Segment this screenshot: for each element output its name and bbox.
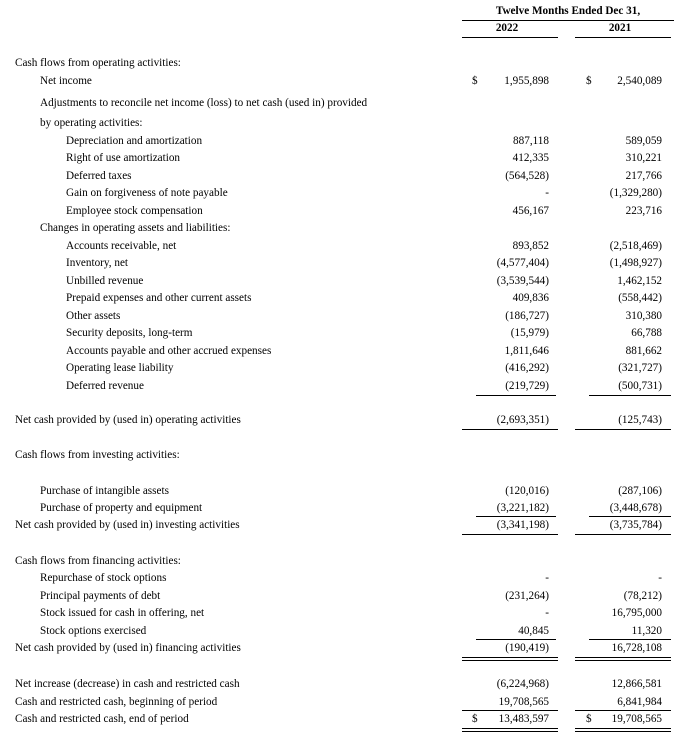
- value-2022: (120,016): [505, 485, 549, 497]
- value-2022: (219,729): [505, 380, 549, 392]
- table-row: [0, 255, 677, 272]
- value-2021: 12,866,581: [611, 678, 662, 690]
- table-row: [0, 500, 677, 517]
- period-header: Twelve Months Ended Dec 31,: [495, 5, 641, 17]
- year-rule-2021: [575, 37, 671, 38]
- table-row: [0, 676, 677, 693]
- value-2022: (3,221,182): [496, 502, 549, 514]
- value-2022: 456,167: [512, 205, 549, 217]
- value-2022: -: [545, 572, 549, 584]
- row-label: Accounts payable and other accrued expenses: [66, 345, 272, 357]
- row-label: Principal payments of debt: [40, 590, 161, 602]
- value-2021: 223,716: [625, 205, 662, 217]
- value-2022: (231,264): [505, 590, 549, 602]
- table-row: [0, 308, 677, 325]
- row-label: Other assets: [66, 310, 121, 322]
- table-row: [0, 203, 677, 220]
- changes-heading: Changes in operating assets and liabilities:: [40, 222, 231, 234]
- table-row: [0, 378, 677, 395]
- dollar-sign: $: [472, 713, 478, 725]
- subtotal-rule: [589, 395, 671, 396]
- total-row-investing: [0, 517, 677, 534]
- dollar-sign: $: [586, 713, 592, 725]
- table-row: [0, 588, 677, 605]
- adjustments-heading-line1: Adjustments to reconcile net income (loss) to net cash (used in) provided: [40, 97, 368, 109]
- value-2021: 217,766: [625, 170, 662, 182]
- double-rule: [575, 728, 671, 732]
- value-2022: 893,852: [512, 240, 549, 252]
- row-label: Net cash provided by (used in) financing activities: [15, 642, 241, 654]
- total-rule: [575, 429, 671, 430]
- double-rule: [462, 657, 558, 661]
- table-row: [0, 605, 677, 622]
- value-2021: (78,212): [623, 590, 662, 602]
- value-2022: 13,483,597: [498, 713, 549, 725]
- year-rule-2022: [462, 37, 558, 38]
- value-2022: (190,419): [505, 642, 549, 654]
- table-row: [0, 623, 677, 640]
- value-2021: (287,106): [618, 485, 662, 497]
- row-label: Operating lease liability: [66, 362, 174, 374]
- value-2022: -: [545, 607, 549, 619]
- row-label: Repurchase of stock options: [40, 572, 167, 584]
- total-rule: [462, 429, 558, 430]
- value-2021: (558,442): [618, 292, 662, 304]
- value-2021: (500,731): [618, 380, 662, 392]
- value-2021: 16,795,000: [611, 607, 662, 619]
- value-2022: 40,845: [518, 625, 549, 637]
- value-2021: (321,727): [618, 362, 662, 374]
- value-2022: -: [545, 187, 549, 199]
- value-2021: (3,735,784): [609, 519, 662, 531]
- double-rule: [462, 728, 558, 732]
- value-2021: 589,059: [625, 135, 662, 147]
- row-label: Right of use amortization: [66, 152, 181, 164]
- table-row: [0, 360, 677, 377]
- value-2021: (1,498,927): [609, 257, 662, 269]
- value-2021: 1,462,152: [617, 275, 662, 287]
- adjustments-heading-line2: by operating activities:: [40, 117, 143, 129]
- value-2022: 887,118: [513, 135, 549, 147]
- table-row: [0, 343, 677, 360]
- row-label: Accounts receivable, net: [66, 240, 177, 252]
- row-label: Net cash provided by (used in) investing activities: [15, 519, 240, 531]
- row-label: Depreciation and amortization: [66, 135, 203, 147]
- row-label: Gain on forgiveness of note payable: [66, 187, 228, 199]
- total-row-financing: [0, 640, 677, 657]
- total-row-operating: [0, 412, 677, 429]
- value-2022: 412,335: [512, 152, 549, 164]
- row-label: Stock options exercised: [40, 625, 147, 637]
- value-2022: (6,224,968): [496, 678, 549, 690]
- value-2021: -: [658, 572, 662, 584]
- row-label: Prepaid expenses and other current assets: [66, 292, 252, 304]
- row-label: Cash and restricted cash, beginning of period: [15, 696, 218, 708]
- table-row: [0, 238, 677, 255]
- value-2021: (125,743): [618, 414, 662, 426]
- dollar-sign: $: [472, 75, 478, 87]
- table-row: [0, 168, 677, 185]
- value-2021: 11,320: [631, 625, 662, 637]
- row-label: Net income: [40, 75, 92, 87]
- value-2022: (2,693,351): [496, 414, 549, 426]
- section-heading-operating: Cash flows from operating activities:: [15, 57, 181, 69]
- row-cash-end-of-period: [0, 711, 677, 728]
- year-header-2021: 2021: [608, 22, 632, 34]
- dollar-sign: $: [586, 75, 592, 87]
- table-row: [0, 273, 677, 290]
- table-row: [0, 694, 677, 711]
- table-row: [0, 570, 677, 587]
- value-2022: 409,836: [512, 292, 549, 304]
- value-2021: (1,329,280): [609, 187, 662, 199]
- value-2022: (564,528): [505, 170, 549, 182]
- value-2022: (4,577,404): [496, 257, 549, 269]
- table-row: [0, 483, 677, 500]
- table-row: [0, 150, 677, 167]
- subtotal-rule: [476, 395, 556, 396]
- value-2022: 19,708,565: [498, 696, 549, 708]
- row-label: Employee stock compensation: [66, 205, 203, 217]
- value-2021: (2,518,469): [609, 240, 662, 252]
- year-header-2022: 2022: [495, 22, 519, 34]
- section-heading-financing: Cash flows from financing activities:: [15, 555, 181, 567]
- row-label: Deferred taxes: [66, 170, 132, 182]
- row-label: Net cash provided by (used in) operating activities: [15, 414, 241, 426]
- value-2021: (3,448,678): [609, 502, 662, 514]
- row-label: Purchase of intangible assets: [40, 485, 169, 497]
- row-label: Net increase (decrease) in cash and restricted cash: [15, 678, 240, 690]
- section-heading-investing: Cash flows from investing activities:: [15, 449, 180, 461]
- header-rule: [462, 20, 674, 21]
- value-2021: 310,380: [625, 310, 662, 322]
- row-label: Unbilled revenue: [66, 275, 144, 287]
- value-2022: (3,539,544): [496, 275, 549, 287]
- row-label: Purchase of property and equipment: [40, 502, 203, 514]
- total-rule: [575, 534, 671, 535]
- row-label: Security deposits, long-term: [66, 327, 193, 339]
- value-2022: 1,955,898: [504, 75, 549, 87]
- value-2021: 19,708,565: [611, 713, 662, 725]
- total-rule: [462, 534, 558, 535]
- row-label: Stock issued for cash in offering, net: [40, 607, 205, 619]
- row-net-income: [0, 73, 677, 90]
- value-2022: (15,979): [510, 327, 549, 339]
- table-row: [0, 290, 677, 307]
- row-label: Cash and restricted cash, end of period: [15, 713, 189, 725]
- value-2021: 6,841,984: [617, 696, 662, 708]
- row-label: Inventory, net: [66, 257, 129, 269]
- value-2022: (3,341,198): [496, 519, 549, 531]
- value-2021: 2,540,089: [617, 75, 662, 87]
- row-label: Deferred revenue: [66, 380, 144, 392]
- double-rule: [575, 657, 671, 661]
- table-row: [0, 325, 677, 342]
- value-2021: 881,662: [625, 345, 662, 357]
- value-2022: (416,292): [505, 362, 549, 374]
- value-2022: (186,727): [505, 310, 549, 322]
- value-2022: 1,811,646: [504, 345, 549, 357]
- value-2021: 66,788: [631, 327, 662, 339]
- table-row: [0, 133, 677, 150]
- table-row: [0, 185, 677, 202]
- value-2021: 16,728,108: [611, 642, 662, 654]
- value-2021: 310,221: [625, 152, 662, 164]
